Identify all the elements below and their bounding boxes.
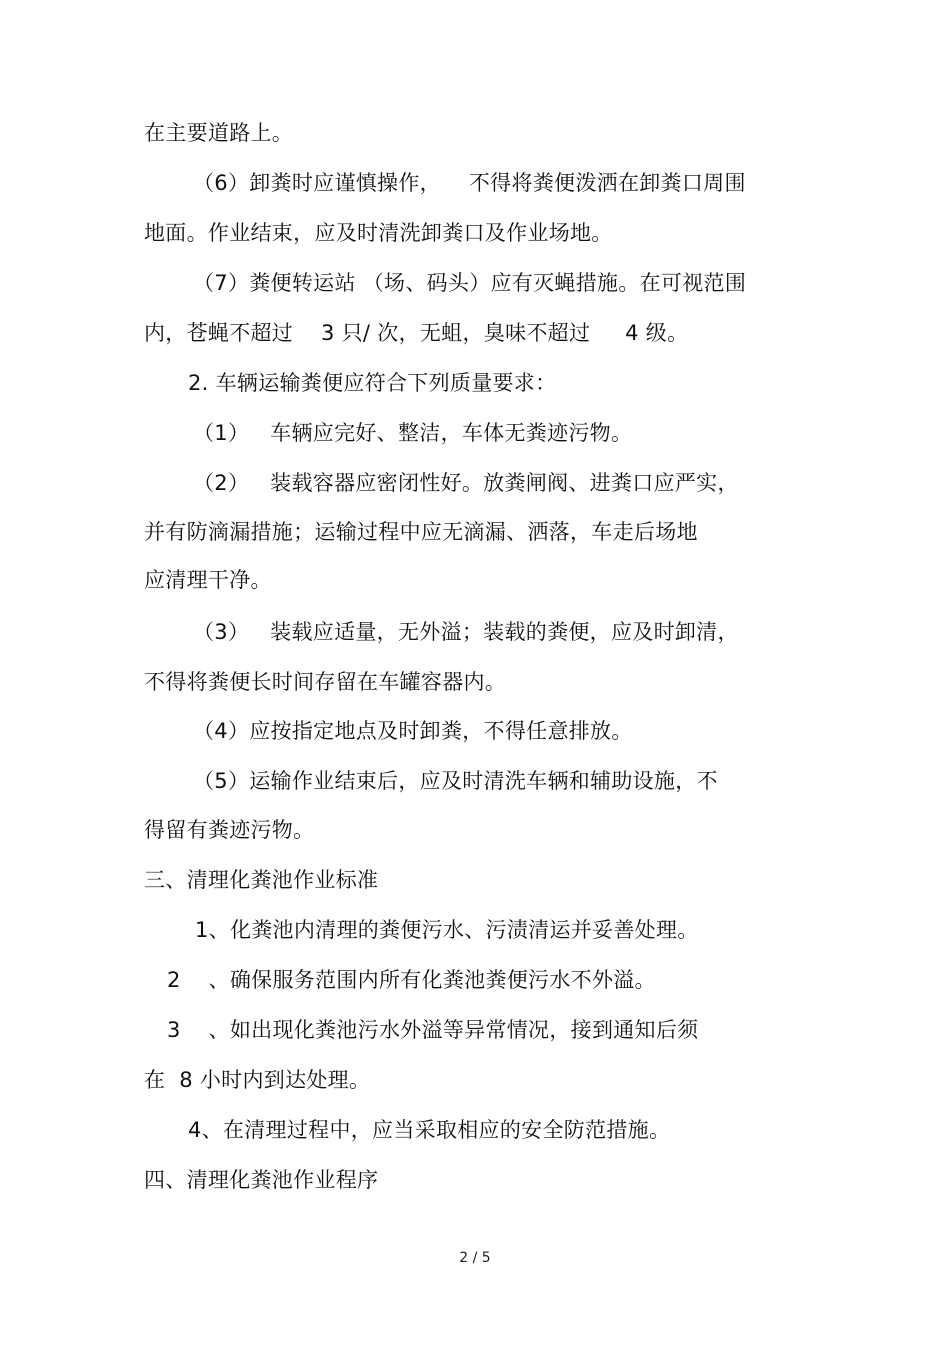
text-line: 内，苍蝇不超过 3 只/ 次，无蛆，臭味不超过 4 级。 bbox=[144, 321, 689, 345]
text-line: （6）卸粪时应谨慎操作， 不得将粪便泼洒在卸粪口周围 bbox=[193, 171, 746, 195]
section-heading: 四、清理化粪池作业程序 bbox=[144, 1168, 379, 1192]
section-heading: 三、清理化粪池作业标准 bbox=[144, 868, 379, 892]
text-line: （1） 车辆应完好、整洁，车体无粪迹污物。 bbox=[193, 421, 633, 445]
text-line: 应清理干净。 bbox=[144, 568, 272, 592]
text-line: （3） 装载应适量，无外溢；装载的粪便，应及时卸清， bbox=[193, 620, 739, 644]
text-line: （4）应按指定地点及时卸粪，不得任意排放。 bbox=[193, 719, 633, 743]
text-line: 1、化粪池内清理的粪便污水、污渍清运并妥善处理。 bbox=[195, 918, 699, 942]
text-line: 3 、如出现化粪池污水外溢等异常情况，接到通知后须 bbox=[167, 1018, 699, 1042]
text-line: 2 、确保服务范围内所有化粪池粪便污水不外溢。 bbox=[167, 968, 656, 992]
text-line: （2） 装载容器应密闭性好。放粪闸阀、进粪口应严实， bbox=[193, 471, 739, 495]
section-subheading: 2. 车辆运输粪便应符合下列质量要求： bbox=[188, 371, 557, 395]
text-line: （5）运输作业结束后，应及时清洗车辆和辅助设施，不 bbox=[193, 769, 718, 793]
text-line: 地面。作业结束，应及时清洗卸粪口及作业场地。 bbox=[144, 221, 613, 245]
text-line: 在 8 小时内到达处理。 bbox=[144, 1068, 371, 1092]
text-line: 得留有粪迹污物。 bbox=[144, 818, 315, 842]
text-line: 不得将粪便长时间存留在车罐容器内。 bbox=[144, 670, 507, 694]
text-line: （7）粪便转运站 （场、码头）应有灭蝇措施。在可视范围 bbox=[193, 271, 747, 295]
page-number: 2 / 5 bbox=[459, 1250, 491, 1266]
text-line: 并有防滴漏措施；运输过程中应无滴漏、洒落，车走后场地 bbox=[144, 520, 698, 544]
text-line: 4、在清理过程中，应当采取相应的安全防范措施。 bbox=[188, 1118, 671, 1142]
text-line: 在主要道路上。 bbox=[144, 121, 294, 145]
